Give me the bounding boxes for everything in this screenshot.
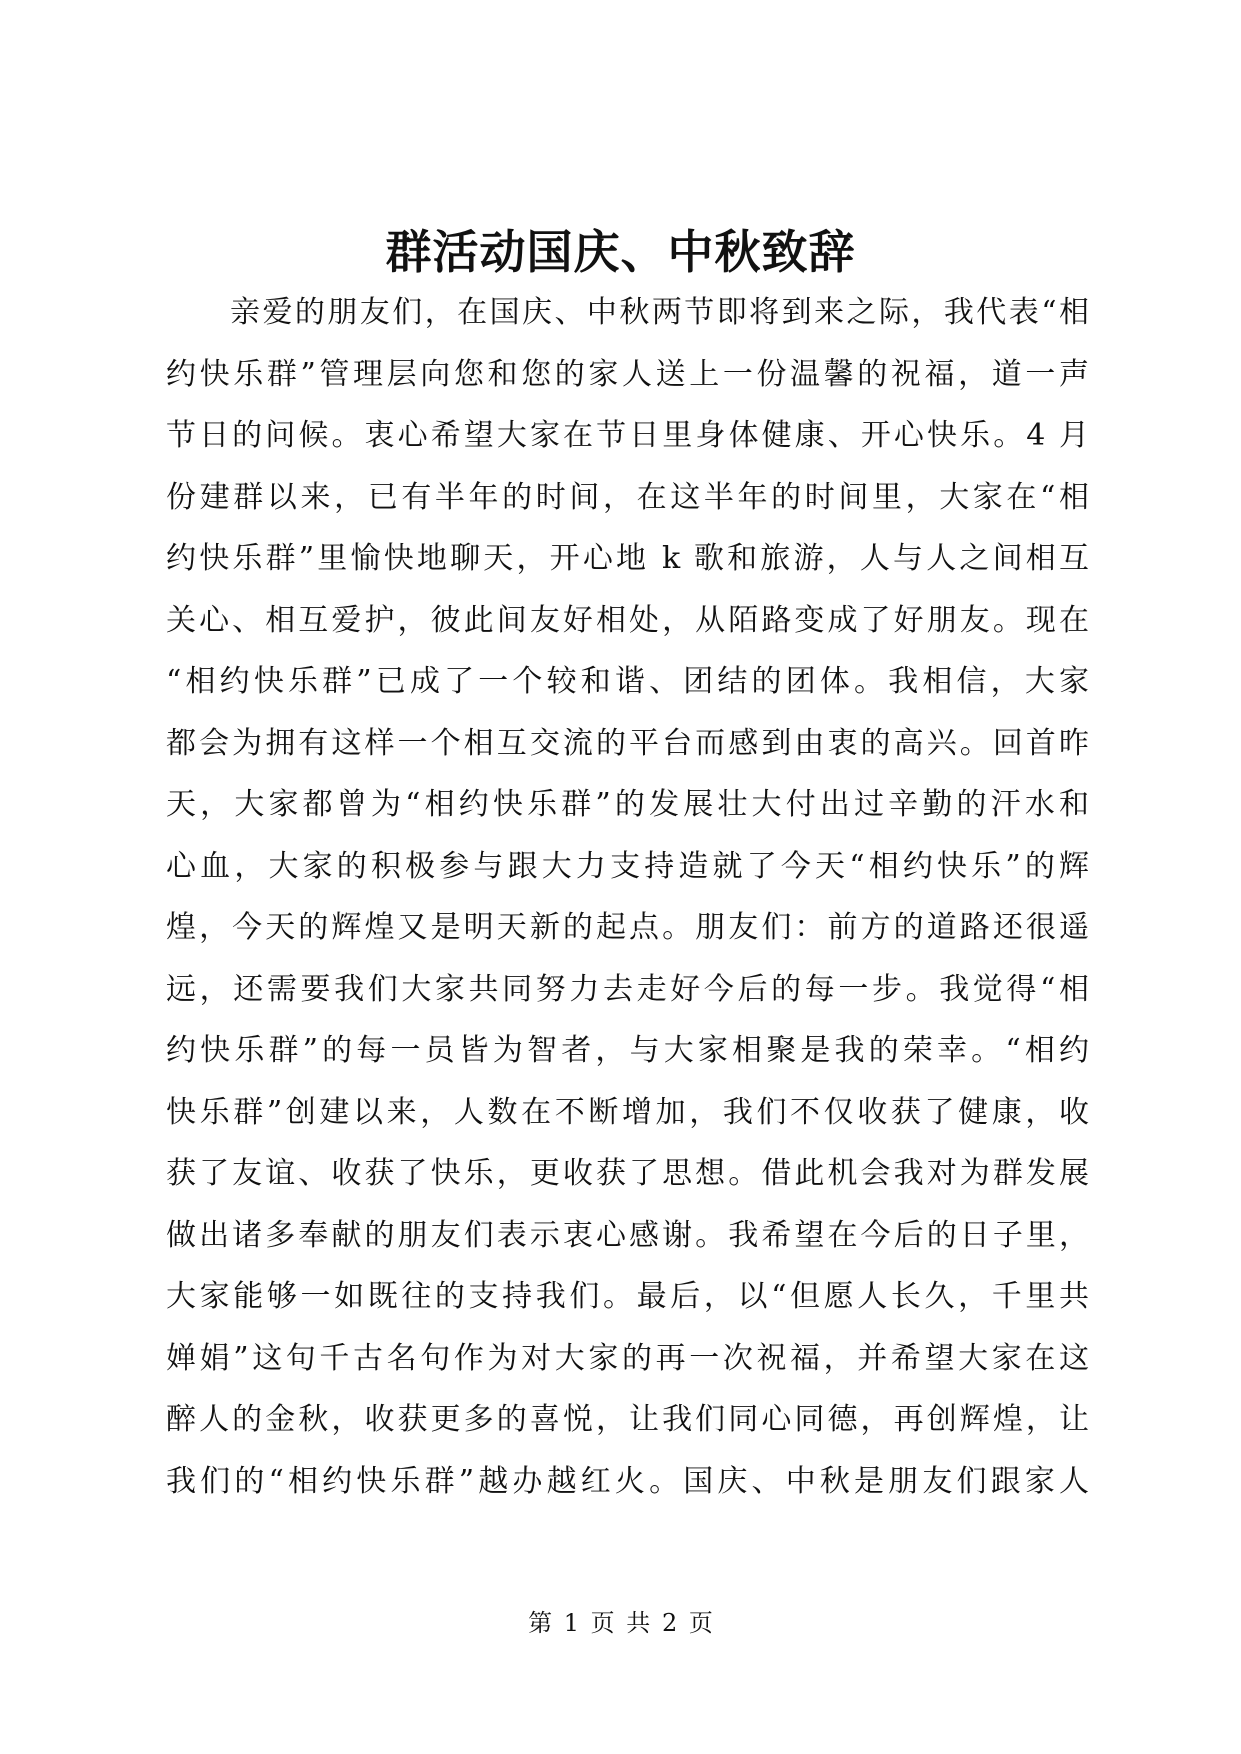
text-line: 煌，今天的辉煌又是明天新的起点。朋友们：前方的道路还很遥	[166, 910, 1090, 945]
text-line: 我们的“相约快乐群”越办越红火。国庆、中秋是朋友们跟家人	[166, 1463, 1090, 1499]
text-line: 关心、相互爱护，彼此间友好相处，从陌路变成了好朋友。现在	[166, 602, 1090, 638]
text-line: 远，还需要我们大家共同努力去走好今后的每一步。我觉得“相	[166, 971, 1090, 1007]
text-line: 心血，大家的积极参与跟大力支持造就了今天“相约快乐”的辉	[166, 848, 1090, 884]
text-line: 获了友谊、收获了快乐，更收获了思想。借此机会我对为群发展	[166, 1156, 1090, 1191]
text-line: 做出诸多奉献的朋友们表示衷心感谢。我希望在今后的日子里，	[166, 1217, 1090, 1253]
page-footer: 第 1 页 共 2 页	[528, 1609, 713, 1637]
text-line: 婵娟”这句千古名句作为对大家的再一次祝福，并希望大家在这	[166, 1340, 1090, 1376]
text-line: 约快乐群”的每一员皆为智者，与大家相聚是我的荣幸。“相约	[166, 1033, 1090, 1068]
page-title: 群活动国庆、中秋致辞	[385, 225, 856, 279]
body-paragraph	[166, 282, 1090, 1512]
text-line: “相约快乐群”已成了一个较和谐、团结的团体。我相信，大家	[166, 664, 1090, 699]
text-line: 约快乐群”里愉快地聊天，开心地 k 歌和旅游，人与人之间相互	[166, 541, 1090, 576]
text-line: 醉人的金秋，收获更多的喜悦，让我们同心同德，再创辉煌，让	[166, 1402, 1090, 1437]
text-line: 亲爱的朋友们，在国庆、中秋两节即将到来之际，我代表“相	[230, 295, 1090, 330]
text-line: 都会为拥有这样一个相互交流的平台而感到由衷的高兴。回首昨	[166, 725, 1090, 761]
text-line: 份建群以来，已有半年的时间，在这半年的时间里，大家在“相	[166, 479, 1090, 515]
text-line: 快乐群”创建以来，人数在不断增加，我们不仅收获了健康，收	[166, 1094, 1090, 1130]
text-line: 节日的问候。衷心希望大家在节日里身体健康、开心快乐。4 月	[166, 418, 1090, 453]
text-line: 约快乐群”管理层向您和您的家人送上一份温馨的祝福，道一声	[166, 356, 1090, 392]
text-line: 天，大家都曾为“相约快乐群”的发展壮大付出过辛勤的汗水和	[166, 787, 1090, 822]
text-line: 大家能够一如既往的支持我们。最后，以“但愿人长久，千里共	[166, 1279, 1090, 1314]
